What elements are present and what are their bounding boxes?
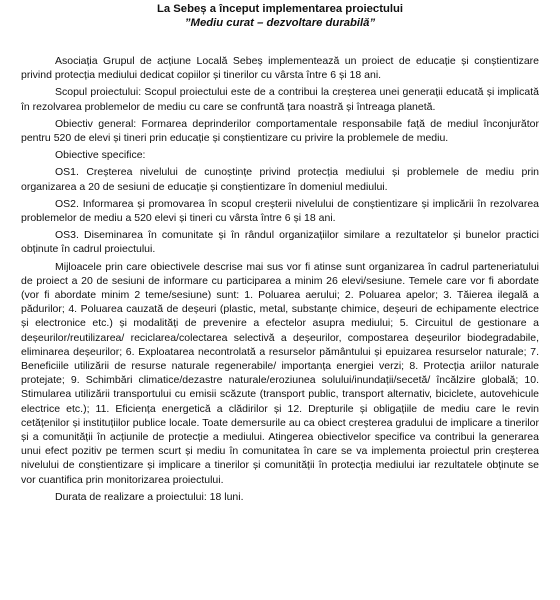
paragraph-scope: Scopul proiectului: Scopul proiectului este de a contribui la creșterea unei generații educată și implicată în rezolvarea problemelor de mediu cu care se confruntă țara noastră și întreaga planetă. — [21, 86, 539, 113]
paragraph-os3: OS3. Diseminarea în comunitate și în rândul organizațiilor similare a rezultatelor și bunelor practici obținute în cadrul proiectului. — [21, 229, 539, 256]
document-body — [21, 54, 539, 504]
paragraph-os2: OS2. Informarea și promovarea în scopul creșterii nivelului de conștientizare și implicării în rezolvarea problemelor de mediu a 520 elevi și tineri cu vârsta între 6 și 18 ani. — [21, 197, 539, 225]
paragraph-os1: OS1. Creșterea nivelului de cunoștințe privind protecția mediului și problemele de mediu prin organizarea a 20 de sesiuni de educație și conștientizare în domeniul mediului. — [21, 166, 539, 193]
document-title: La Sebeș a început implementarea proiectului — [156, 3, 404, 15]
document-subtitle: ”Mediu curat – dezvoltare durabilă” — [184, 17, 376, 29]
paragraph-general-objective: Obiectiv general: Formarea deprinderilor comportamentale responsabile față de mediul înconjurător pentru 520 de elevi și tineri prin educație și conștientizare cu privire la problemele de mediu. — [21, 117, 539, 145]
paragraph-intro: Asociația Grupul de acțiune Locală Sebeș implementează un proiect de educație și conștientizare privind protecția mediului dedicat copiilor și tinerilor cu vârsta între 6 și 18 ani. — [21, 55, 539, 82]
paragraph-duration: Durata de realizare a proiectului: 18 luni. — [55, 490, 244, 503]
paragraph-specific-objectives-heading: Obiective specifice: — [55, 149, 146, 162]
paragraph-means: Mijloacele prin care obiectivele descrise mai sus vor fi atinse sunt organizarea în cadrul parteneriatului de proiect a 20 de sesiuni de informare cu participarea a minim 26 elevi/sesiune. Temele care vor fi abordate (vor fi abordate minim 2 teme/sesiune) sunt: 1. Poluarea aerului; 2. Poluarea apelor; 3. Tăierea ilegală a pădurilor; 4. Poluarea cauzată de deșeuri (plastic, metal, substanțe chimice, deșeuri de echipamente electrice și electronice etc.) și modalități de prevenire a efectelor asupra mediului; 5. Circuitul de gestionare a deșeurilor/reutilizarea/ reciclarea/colectarea selectivă a deșeurilor, compostarea deșeurilor biodegradabile, eliminarea deșeurilor; 6. Exploatarea necontrolată a resurselor pământului și epuizarea resurselor naturale; 7. Beneficiile utilizării de resurse naturale regenerabile/ importanța energiei verzi; 8. Protecția ariilor naturale protejate; 9. Schimbări climatice/dezastre naturale/eroziunea solului/inundații/secetă/ încălzire globală; 10. Stimularea utilizării transportului cu emisii scăzute (transport public, transport alternativ, biciclete, autovehicule electrice etc.); 11. Eficiența energetică a clădirilor și 12. Drepturile și obligațiile de mediu care le revin cetățenilor și instituțiilor publice locale. Toate demersurile au ca obiect creșterea gradului de implicare a tinerilor și a comunității în acțiunile de protecție a mediului. Atingerea obiectivelor specifice va contribui la generarea unui efect pozitiv pe termen scurt și mediu în comunitatea în care se va implementa proiectul prin creșterea nivelului de conștientizare și implicare a tinerilor și comunității în protecția mediului iar rezultatele obținute se vor cuantifica prin monitorizarea proiectului. — [21, 260, 539, 486]
